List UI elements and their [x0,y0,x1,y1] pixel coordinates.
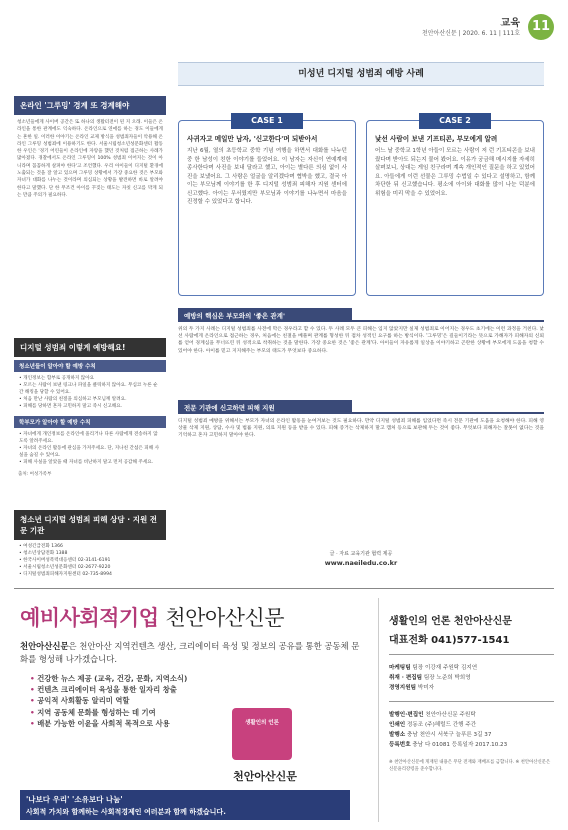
list-item: • 지역 공동체 문화를 형성하는 데 기여 [30,707,366,718]
section-body: 디지털 성범죄 예방을 위해서는 부모가 자녀의 온라인 활동을 눈여겨보는 것도 필요하다. 만약 디지털 성범죄 피해를 입었다면 즉시 전문 기관에 도움을 요청해야 한다. 피해 영상물 삭제 지원, 상담, 수사 및 법률 지원, 의료 지원 등을 받을 수 있다. 피해 증거는 삭제하지 말고 캡처 등으로 보관해 두는 것이 좋다. 무엇보다 피해자는 잘못이 없다는 것을 기억하고 혼자 고민하지 말아야 한다. [178,419,544,439]
ad-body [14,632,366,665]
list-item: • 피해를 당하면 혼자 고민하지 말고 즉시 신고해요. [19,403,162,410]
row-value: 충남 다 01081 등록일자 2017.10.23 [412,742,508,748]
slogan-line-1: '나보다 우리' '소유보다 나눔' [26,795,123,804]
section-title: 청소년 디지털 성범죄 피해 상담 · 지원 전문 기관 [14,510,166,540]
subheading-parents: 학부모가 알아야 할 예방 수칙 [14,416,166,428]
source-note: 출처: 여성가족부 [18,472,52,477]
row-label: 발행인·편집인 [389,712,424,718]
list-item: • 컨텐츠 크리에이터 육성을 통한 일자리 창출 [30,684,366,695]
row-value: 천안아산신문 주원탁 [425,712,476,718]
ad-goals-list [14,665,366,729]
row-value: 충남 천안시 서북구 늘푸른 3길 37 [407,732,492,738]
section-label: 교육 [500,18,520,29]
masthead-row [389,683,554,693]
credit-line: 글 · 자료 교육기관 협력 제공 [329,551,393,557]
student-rules-list [14,372,166,413]
section-title: 전문 기관에 신고하면 피해 지원 [178,400,352,414]
case-title: 낯선 사람이 보낸 기프티콘, 부모에게 알려 [375,135,498,143]
list-item: • 여성긴급전화 1366 [19,543,162,550]
masthead-row [389,710,554,720]
list-item: • 공익적 사회활동 알리미 역할 [30,695,366,706]
ad-body-text: 은 천안아산 지역컨텐츠 생산, 크리에이터 육성 및 정보의 공유를 통한 공동체 문화를 형성해 나가겠습니다. [20,641,360,664]
list-item: • 개인정보는 함부로 공개하지 않아요 [19,375,162,382]
list-item: • 처음 만난 사람의 친절을 의심하고 부모님께 알려요. [19,396,162,403]
masthead-phone: 대표전화 041)577-1541 [389,635,510,646]
list-item: • 모르는 사람이 보낸 링크나 파일을 클릭하지 않아요. 무심코 누른 순간 해킹을 당할 수 있어요. [19,382,162,396]
masthead-row [389,730,554,740]
slogan-line-2: 사회적 가치와 함께하는 사회적경제인 여러분과 함께 하겠습니다. [26,808,226,816]
masthead-row [389,720,554,730]
left-section-support [14,510,166,581]
case-title: 사귀자고 메일만 남자, '신고한다'며 되받아서 [187,135,318,143]
parent-rules-list [14,428,166,469]
row-label: 마케팅팀 [389,665,411,671]
ad-title-name: 천안아산신문 [165,606,285,630]
row-label: 경영지원팀 [389,685,417,691]
divider [389,654,554,655]
masthead-row [389,663,554,673]
social-enterprise-ad [14,598,366,822]
row-label: 취재 · 편집팀 [389,675,423,681]
section-rule [352,400,544,414]
row-label: 인쇄인 [389,722,406,728]
left-section-grooming [14,96,166,203]
masthead-row [389,740,554,750]
newspaper-logo: 천안아산신문 [233,770,297,783]
ad-body-lead: 천안아산신문 [20,641,69,651]
ad-title [14,598,366,632]
page-number: 11 [528,14,554,40]
masthead-notes: ※ 천안아산신문에 게재된 내용은 무단 전재와 재배포를 금합니다. ※ 천안아산신문은 신문윤리강령을 준수합니다. [389,760,551,772]
list-item: • 한국사이버성폭력대응센터 02-3141-6191 [19,557,162,564]
section-title: 온라인 '그루밍' 경계 또 경계해야 [14,96,166,115]
list-item: • 배분 가능한 이윤을 사회적 목적으로 사용 [30,718,366,729]
website-link[interactable]: www.naeiledu.co.kr [324,559,398,567]
main-banner: 미성년 디지털 성범죄 예방 사례 [178,62,544,86]
case-tag: CASE 2 [419,113,491,129]
badge-label: 생활인의 언론 [245,720,279,726]
row-value: 박미자 [417,685,435,691]
list-item: • 서울시립청소년성문화센터 02-2677-9220 [19,564,162,571]
list-item: • 디지털성범죄피해자지원센터 02-735-8994 [19,571,162,578]
row-value: 팀장 노준희 박희영 [423,675,471,681]
case-1-box [178,116,356,296]
masthead-row [389,673,554,683]
row-value: 정동조 (주)헤럴드 간행 주간 [407,722,477,728]
row-value: 팀장 이강재 주원탁 김지연 [412,665,478,671]
section-title: 예방의 핵심은 부모와의 '좋은 관계' [178,308,352,322]
list-item: • 건강한 뉴스 제공 (교육, 건강, 문화, 지역소식) [30,673,366,684]
subheading-students: 청소년들이 알아야 할 예방 수칙 [14,360,166,372]
newspaper-badge [232,708,292,760]
page-header [0,0,568,48]
issue-info: 천안아산신문 | 2020. 6. 11 | 111호 [421,30,520,37]
case-text: 어느 날 중학교 1학년 아들이 모르는 사람이 저 런 기프티콘을 보내줬다며 받아도 되는지 물어 봤어요. 이유가 궁금해 메시지를 자세히 살펴보니, 상대는 게임 친구라며 계속 개인적인 질문을 하고 있었어요. 아들에게 이런 선물은 그루밍 수법일 수 있다고 설명하고, 함께 차단한 뒤 신고했습니다. 평소에 아이와 대화를 많이 나눈 덕분에 위험을 미리 막을 수 있었어요. [375,148,535,197]
divider [14,588,554,589]
section-body: 위의 두 가지 사례는 디지털 성범죄를 사전에 막은 경우라고 할 수 있다. 두 사례 모두 큰 피해는 입지 않았지만 실제 성범죄로 이어지는 경우도 초기에는 이런 과정을 거친다. 낯선 사람에게 온라인으로 접근하는 경우, 처음에는 친절을 베풀며 관계를 형성한 뒤 점차 성적인 요구를 하는 방식이다. '그루밍'은 길들이기라는 뜻으로 가해자가 피해자의 신뢰를 얻어 경계심을 무너뜨린 뒤 성적으로 착취하는 것을 말한다. 가장 중요한 것은 '좋은 관계'다. 아이들이 자유롭게 일상을 이야기하고 곤란한 상황에 부모에게 도움을 청할 수 있어야 한다. 아이를 믿고 지지해주는 부모의 태도가 무엇보다 중요하다. [178,327,544,354]
row-label: 등록번호 [389,742,411,748]
divider [389,701,554,702]
case-2-box [366,116,544,296]
section-title: 디지털 성범죄 이렇게 예방해요! [14,338,166,357]
list-item: • 자녀의 온라인 활동에 관심을 가져주세요. 단, 지나친 간섭은 피해 사실을 숨길 수 있어요. [19,445,162,459]
list-item: • 피해 사실을 알았을 때 자녀를 비난하지 말고 먼저 공감해 주세요. [19,459,162,466]
masthead [378,598,554,822]
ad-title-main: 예비사회적기업 [20,606,159,630]
case-text: 지난 6월, 열의 초등학교 중학 기념 여행을 하면서 대화를 나누던 중 한 남성이 친한 이야기를 들었어요. 이 남자는 자신이 연예계에 종사한다며 사진을 보내 달라고 했고, 아이는 별다른 의심 없이 사진을 보냈어요. 그 사람은 얼굴을 알리겠다며 협박을 했고, 결국 아이는 부모님께 이야기를 한 후 디지털 성범죄 피해자 지원 센터에 신고했다. 아이는 무서웠지만 부모님과 이야기를 나누면서 마음을 진정할 수 있었다고 합니다. [187,148,347,205]
list-item: • 자녀에게 개인정보를 온라인에 올리거나 다른 사람에게 전송하지 않도록 알려주세요. [19,431,162,445]
row-label: 발행소 [389,732,406,738]
case-tag: CASE 1 [231,113,303,129]
list-item: • 청소년상담전화 1388 [19,550,162,557]
section-rule [352,308,544,322]
support-contacts-list [14,540,166,581]
ad-slogan-bar [20,790,350,820]
left-section-prevention [14,338,166,479]
section-body: 청소년들에게 사이버 공간은 또 하나의 생활터전이 된 지 오래. 이들은 온라인을 통한 관계에도 익숙하다. 온라인으로 연애를 하는 경도 이들에게는 흔한 일. 이러한 이야기는 온라인 교제 방식을 성범죄자들이 악용해 온라인 그루밍 성범죄에 이용하기도 한다. 서울시립청소년성문화센터 활동한 우인은 '경기 어린들이 온라인에 자랑을 했던 것처럼 접근하는 사례가 많아졌다. 경찰에서도 온라인 그루밍이 100% 성범죄 이어지는 것이 아니라며 꼼꼼하게 살펴야 한다'고 조언했다. 우리 아이들이 디지털 환경에 노출되는 것을 잘 알고 있으며 그루밍 상황에서 가장 중요한 것은 부모와 자녀가 대화를 나누는 것이라며 의심되는 상황을 발견하면 바로 알려야 한다고 말했다. 단 한 무조건 아이를 꾸짖는 태도는 자칫 신고를 막게 되는 만큼 주의가 필요하다. [17,120,163,198]
credit-footer [178,550,544,567]
masthead-title: 생활인의 언론 천안아산신문 [389,616,512,627]
